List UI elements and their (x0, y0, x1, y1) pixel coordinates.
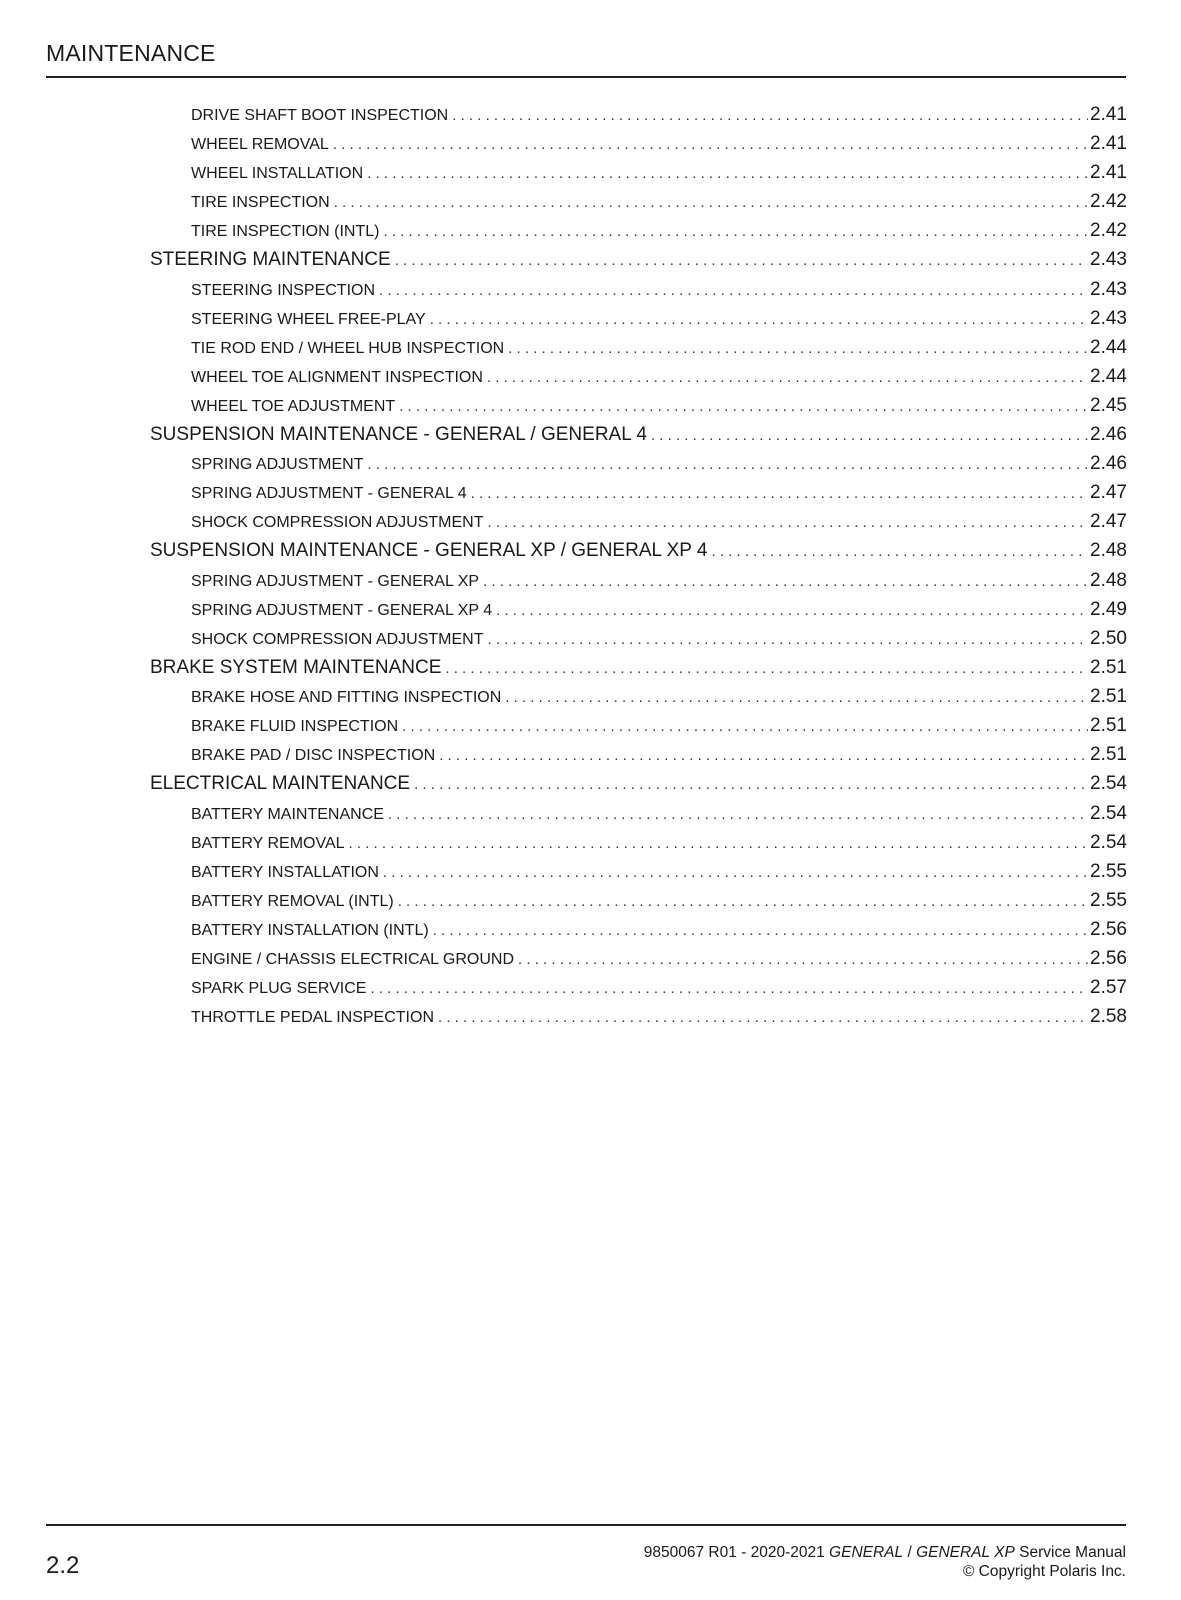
toc-entry-label: BATTERY REMOVAL (191, 834, 345, 852)
dot-leader (333, 136, 1088, 153)
dot-leader (334, 194, 1088, 211)
doc-suffix: Service Manual (1014, 1544, 1126, 1561)
page-header (46, 38, 1126, 78)
toc-entry-page: 2.54 (1090, 773, 1127, 794)
toc-entry-page: 2.41 (1090, 133, 1127, 154)
toc-entry-label: WHEEL TOE ADJUSTMENT (191, 397, 396, 415)
dot-leader (712, 543, 1089, 560)
toc-section-entry[interactable] (0, 249, 1181, 279)
toc-entry-label: WHEEL TOE ALIGNMENT INSPECTION (191, 368, 483, 386)
toc-entry-page: 2.51 (1090, 656, 1127, 678)
toc-entry-label: SPRING ADJUSTMENT (191, 456, 364, 473)
dot-leader (433, 922, 1088, 939)
dot-leader (414, 776, 1088, 793)
dot-leader (439, 747, 1088, 764)
dot-leader (383, 864, 1088, 881)
toc-subsection-entry[interactable] (0, 948, 1181, 977)
toc-subsection-entry[interactable] (0, 570, 1181, 599)
toc-subsection-entry[interactable] (0, 453, 1181, 482)
toc-entry-label: BRAKE SYSTEM MAINTENANCE (150, 656, 442, 678)
dot-leader (430, 311, 1088, 328)
toc-entry-label: STEERING MAINTENANCE (150, 249, 391, 270)
dot-leader (445, 660, 1088, 677)
toc-entry-page: 2.50 (1090, 627, 1127, 649)
toc-entry-page: 2.41 (1090, 162, 1127, 183)
dot-leader (483, 573, 1088, 590)
toc-subsection-entry[interactable] (0, 715, 1181, 744)
toc-subsection-entry[interactable] (0, 395, 1181, 424)
toc-subsection-entry[interactable] (0, 861, 1181, 890)
toc-entry-label: BRAKE PAD / DISC INSPECTION (191, 747, 436, 764)
toc-entry-page: 2.46 (1090, 423, 1127, 445)
page-footer (46, 1524, 1126, 1596)
toc-subsection-entry[interactable] (0, 133, 1181, 162)
toc-entry-label: DRIVE SHAFT BOOT INSPECTION (191, 107, 449, 124)
document-info (644, 1543, 1126, 1581)
toc-entry-page: 2.54 (1090, 831, 1127, 853)
dot-leader (508, 340, 1088, 357)
dot-leader (438, 1009, 1088, 1026)
dot-leader (487, 369, 1088, 386)
toc-entry-page: 2.54 (1090, 802, 1127, 824)
dot-leader (395, 252, 1088, 269)
toc-entry-page: 2.58 (1090, 1005, 1127, 1027)
toc-entry-page: 2.47 (1090, 511, 1127, 532)
toc-section-entry[interactable] (0, 424, 1181, 454)
toc-subsection-entry[interactable] (0, 803, 1181, 832)
toc-subsection-entry[interactable] (0, 686, 1181, 715)
toc-entry-page: 2.48 (1090, 540, 1127, 561)
toc-entry-page: 2.47 (1090, 482, 1127, 503)
toc-entry-label: STEERING INSPECTION (191, 281, 376, 299)
toc-entry-label: BATTERY MAINTENANCE (191, 805, 384, 823)
toc-entry-label: WHEEL INSTALLATION (191, 165, 364, 182)
toc-entry-label: SPRING ADJUSTMENT - GENERAL XP (191, 572, 480, 590)
toc-entry-label: SPRING ADJUSTMENT - GENERAL XP 4 (191, 601, 493, 619)
dot-leader (452, 107, 1088, 124)
toc-subsection-entry[interactable] (0, 162, 1181, 191)
page-number: 2.2 (46, 1552, 80, 1579)
section-title: MAINTENANCE (46, 40, 216, 66)
toc-entry-label: SUSPENSION MAINTENANCE - GENERAL XP / GENERAL XP 4 (150, 540, 708, 561)
toc-entry-label: ENGINE / CHASSIS ELECTRICAL GROUND (191, 950, 515, 968)
toc-subsection-entry[interactable] (0, 744, 1181, 773)
toc-entry-label: BRAKE FLUID INSPECTION (191, 718, 399, 735)
toc-subsection-entry[interactable] (0, 832, 1181, 861)
toc-entry-label: STEERING WHEEL FREE-PLAY (191, 310, 426, 328)
dot-leader (388, 806, 1088, 823)
toc-subsection-entry[interactable] (0, 308, 1181, 337)
toc-entry-page: 2.56 (1090, 947, 1127, 969)
toc-subsection-entry[interactable] (0, 890, 1181, 919)
toc-subsection-entry[interactable] (0, 366, 1181, 395)
toc-entry-label: ELECTRICAL MAINTENANCE (150, 773, 411, 794)
toc-entry-page: 2.51 (1090, 744, 1127, 765)
dot-leader (487, 514, 1088, 531)
toc-subsection-entry[interactable] (0, 279, 1181, 308)
toc-entry-label: SPARK PLUG SERVICE (191, 979, 367, 997)
toc-subsection-entry[interactable] (0, 919, 1181, 948)
copyright: © Copyright Polaris Inc. (962, 1563, 1126, 1580)
toc-entry-label: SPRING ADJUSTMENT - GENERAL 4 (191, 485, 467, 502)
dot-leader (651, 427, 1088, 444)
toc-entry-label: THROTTLE PEDAL INSPECTION (191, 1008, 434, 1026)
dot-leader (505, 689, 1088, 706)
toc-entry-page: 2.43 (1090, 249, 1127, 270)
toc-entry-page: 2.51 (1090, 715, 1127, 736)
toc-entry-page: 2.42 (1090, 220, 1127, 241)
dot-leader (383, 223, 1088, 240)
toc-subsection-entry[interactable] (0, 191, 1181, 220)
dot-leader (367, 165, 1088, 182)
dot-leader (402, 718, 1088, 735)
toc-subsection-entry[interactable] (0, 1006, 1181, 1035)
toc-entry-page: 2.57 (1090, 976, 1127, 998)
toc-subsection-entry[interactable] (0, 104, 1181, 133)
toc-entry-label: BATTERY INSTALLATION (191, 863, 379, 881)
dot-leader (367, 456, 1088, 473)
toc-entry-page: 2.48 (1090, 569, 1127, 591)
manual-title-line (644, 1543, 1126, 1562)
toc-entry-label: TIE ROD END / WHEEL HUB INSPECTION (191, 339, 505, 357)
toc-subsection-entry[interactable] (0, 511, 1181, 540)
table-of-contents (0, 104, 1181, 1035)
toc-subsection-entry[interactable] (0, 337, 1181, 366)
toc-subsection-entry[interactable] (0, 220, 1181, 249)
toc-entry-label: SHOCK COMPRESSION ADJUSTMENT (191, 630, 484, 648)
toc-entry-label: BATTERY REMOVAL (INTL) (191, 892, 394, 910)
toc-entry-page: 2.43 (1090, 307, 1127, 329)
toc-entry-page: 2.41 (1090, 104, 1127, 125)
toc-subsection-entry[interactable] (0, 599, 1181, 628)
dot-leader (398, 893, 1088, 910)
toc-section-entry[interactable] (0, 657, 1181, 687)
toc-section-entry[interactable] (0, 540, 1181, 570)
toc-entry-label: TIRE INSPECTION (INTL) (191, 223, 380, 240)
toc-entry-page: 2.56 (1090, 918, 1127, 940)
toc-entry-page: 2.51 (1090, 686, 1127, 707)
dot-leader (487, 631, 1088, 648)
toc-entry-page: 2.45 (1090, 394, 1127, 416)
toc-subsection-entry[interactable] (0, 628, 1181, 657)
dot-leader (399, 398, 1088, 415)
toc-entry-label: SUSPENSION MAINTENANCE - GENERAL / GENERAL 4 (150, 423, 647, 445)
doc-model-2: GENERAL XP (916, 1544, 1015, 1561)
toc-section-entry[interactable] (0, 773, 1181, 803)
toc-entry-page: 2.44 (1090, 365, 1127, 387)
toc-entry-page: 2.44 (1090, 336, 1127, 358)
toc-entry-page: 2.43 (1090, 278, 1127, 300)
toc-entry-page: 2.55 (1090, 889, 1127, 911)
toc-entry-label: SHOCK COMPRESSION ADJUSTMENT (191, 514, 484, 531)
dot-leader (471, 485, 1088, 502)
dot-leader (518, 951, 1088, 968)
toc-subsection-entry[interactable] (0, 482, 1181, 511)
toc-subsection-entry[interactable] (0, 977, 1181, 1006)
toc-entry-page: 2.46 (1090, 453, 1127, 474)
toc-entry-label: BRAKE HOSE AND FITTING INSPECTION (191, 689, 502, 706)
toc-entry-page: 2.49 (1090, 598, 1127, 620)
doc-separator: / (903, 1544, 917, 1561)
dot-leader (349, 835, 1088, 852)
dot-leader (379, 282, 1088, 299)
toc-entry-page: 2.55 (1090, 860, 1127, 882)
dot-leader (370, 980, 1088, 997)
toc-entry-page: 2.42 (1090, 191, 1127, 212)
toc-entry-label: WHEEL REMOVAL (191, 136, 329, 153)
doc-model-1: GENERAL (829, 1544, 904, 1561)
doc-prefix: 9850067 R01 - 2020-2021 (643, 1544, 830, 1561)
dot-leader (496, 602, 1088, 619)
toc-entry-label: TIRE INSPECTION (191, 194, 330, 211)
toc-entry-label: BATTERY INSTALLATION (INTL) (191, 921, 429, 939)
